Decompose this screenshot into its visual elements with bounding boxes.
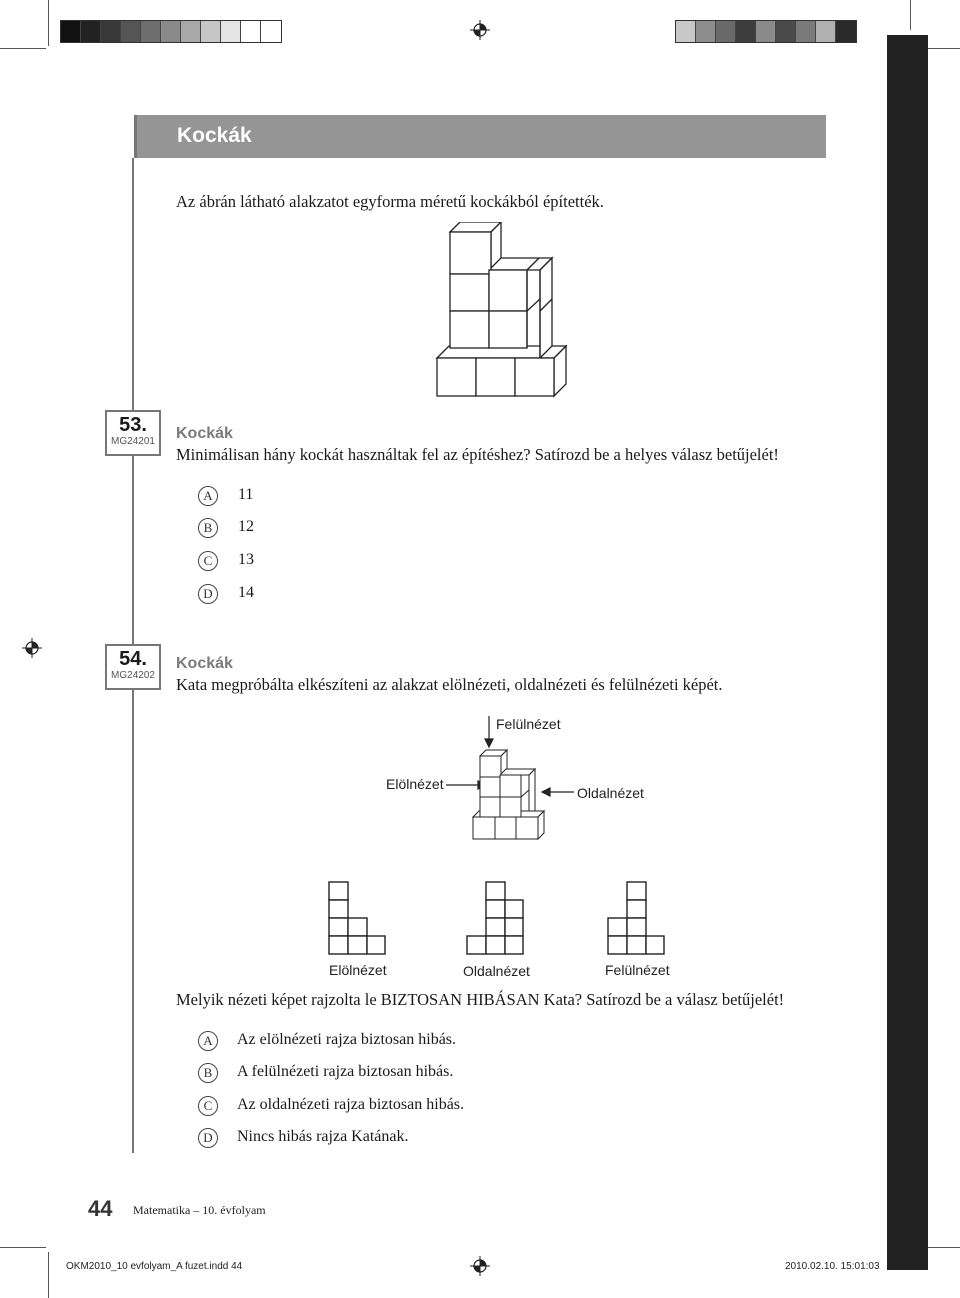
option-text: 12 (238, 518, 254, 535)
task-number-box (105, 644, 161, 690)
footer-timestamp: 2010.02.10. 15:01:03 (785, 1261, 880, 1272)
crop-mark (48, 0, 49, 46)
option-letter[interactable]: A (198, 486, 218, 506)
crop-mark (0, 48, 46, 49)
registration-mark-icon (22, 638, 42, 658)
label-side-view: Oldalnézet (577, 785, 644, 801)
section-header (134, 115, 826, 158)
side-view-drawing (466, 881, 524, 955)
option-letter[interactable]: A (198, 1031, 218, 1051)
front-view-drawing (328, 881, 386, 955)
question-text: Minimálisan hány kockát használtak fel az építéshez? Satírozd be a helyes válasz betűjelét! (176, 445, 779, 464)
option-text: 11 (238, 486, 254, 503)
option-letter[interactable]: B (198, 1063, 218, 1083)
task-number: 54. (119, 648, 147, 670)
top-view-drawing (607, 881, 665, 955)
footer-filename: OKM2010_10 evfolyam_A fuzet.indd 44 (66, 1261, 243, 1272)
footer-subject: Matematika – 10. évfolyam (133, 1203, 266, 1217)
color-swatches-right (675, 20, 857, 43)
caption-front-view: Elölnézet (329, 962, 387, 978)
cube-structure-figure (430, 222, 575, 400)
label-front-view: Elölnézet (386, 776, 444, 792)
task-number: 53. (119, 414, 147, 436)
option-text: Az elölnézeti rajza biztosan hibás. (237, 1031, 457, 1048)
crop-mark (48, 1252, 49, 1298)
task-code: MG24202 (111, 670, 155, 681)
option-letter[interactable]: C (198, 551, 218, 571)
color-swatches-left (60, 20, 282, 43)
option-text: 14 (238, 584, 254, 601)
option-letter[interactable]: D (198, 1128, 218, 1148)
section-title: Kockák (177, 124, 252, 147)
option-text: Nincs hibás rajza Katának. (237, 1128, 409, 1145)
task-title: Kockák (176, 655, 233, 672)
question-text: Kata megpróbálta elkészíteni az alakzat elölnézeti, oldalnézeti és felülnézeti képét. (176, 675, 723, 694)
option-letter[interactable]: D (198, 584, 218, 604)
option-letter[interactable]: C (198, 1096, 218, 1116)
task-number-box (105, 410, 161, 456)
label-top-view: Felülnézet (496, 716, 561, 732)
crop-mark (0, 1247, 46, 1248)
crop-mark (910, 0, 911, 30)
intro-text: Az ábrán látható alakzatot egyforma méretű kockákból építették. (176, 192, 604, 211)
option-text: A felülnézeti rajza biztosan hibás. (237, 1063, 454, 1080)
page-number: 44 (88, 1196, 113, 1221)
task-code: MG24201 (111, 436, 155, 447)
cube-structure-with-arrows-figure (440, 716, 590, 844)
page-edge-bar (887, 35, 928, 1270)
task-title: Kockák (176, 425, 233, 442)
question-prompt: Melyik nézeti képet rajzolta le BIZTOSAN HIBÁSAN Kata? Satírozd be a válasz betűjelét! (176, 990, 785, 1009)
option-text: Az oldalnézeti rajza biztosan hibás. (237, 1096, 465, 1113)
caption-side-view: Oldalnézet (463, 963, 530, 979)
registration-mark-icon (470, 1256, 490, 1276)
caption-top-view: Felülnézet (605, 962, 670, 978)
registration-mark-icon (470, 20, 490, 40)
option-letter[interactable]: B (198, 518, 218, 538)
option-text: 13 (238, 551, 254, 568)
